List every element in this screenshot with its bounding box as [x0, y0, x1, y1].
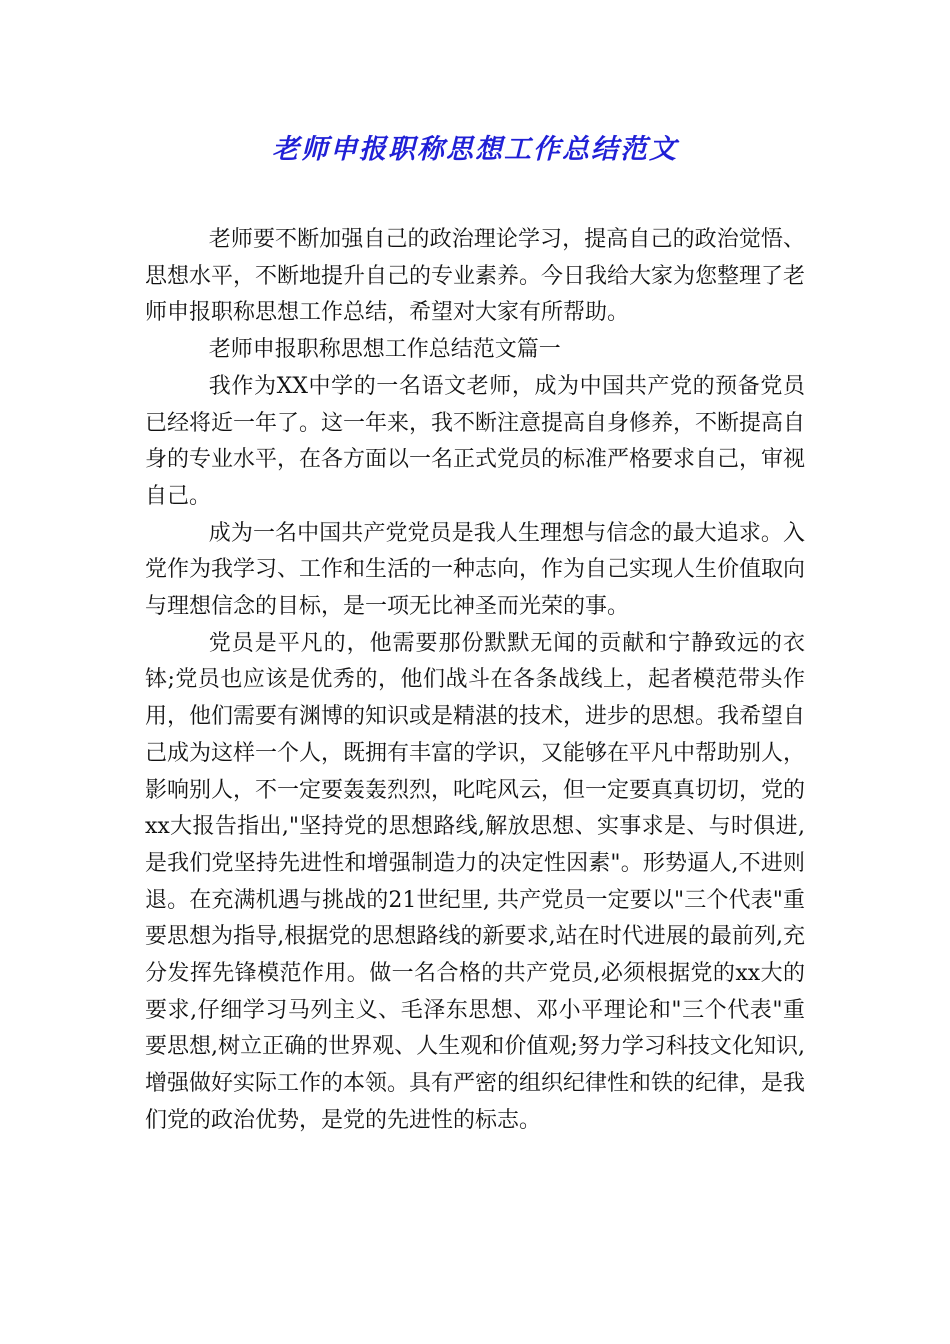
- paragraph: 成为一名中国共产党党员是我人生理想与信念的最大追求。入党作为我学习、工作和生活的一种志向，作为自己实现人生价值取向与理想信念的目标，是一项无比神圣而光荣的事。: [145, 520, 806, 620]
- section-heading: 老师申报职称思想工作总结范文篇一: [208, 337, 561, 363]
- document-title: 老师申报职称思想工作总结范文: [272, 134, 678, 165]
- paragraph-intro: 老师要不断加强自己的政治理论学习，提高自己的政治觉悟、思想水平，不断地提升自己的专业素养。今日我给大家为您整理了老师申报职称思想工作总结，希望对大家有所帮助。: [145, 227, 806, 326]
- paragraph: 我作为XX中学的一名语文老师，成为中国共产党的预备党员已经将近一年了。这一年来，我不断注意提高自身修养，不断提高自身的专业水平，在各方面以一名正式党员的标准严格要求自己，审视自己。: [145, 373, 806, 509]
- document-body: [145, 222, 805, 1140]
- paragraph: 党员是平凡的，他需要那份默默无闻的贡献和宁静致远的衣钵;党员也应该是优秀的，他们战斗在各条战线上，起者模范带头作用，他们需要有渊博的知识或是精湛的技术，进步的思想。我希望自己成为这样一个人，既拥有丰富的学识，又能够在平凡中帮助别人，影响别人，不一定要轰轰烈烈，叱咤风云，但一定要真真切切，党的xx大报告指出,"坚持党的思想路线,解放思想、实事求是、与时俱进,是我们党坚持先进性和增强制造力的决定性因素"。形势逼人,不进则退。在充满机遇与挑战的21世纪里, 共产党员一定要以"三个代表"重要思想为指导,根据党的思想路线的新要求,站在时代进展的最前列,充分发挥先锋模范作用。做一名合格的共产党员,必须根据党的xx大的要求,仔细学习马列主义、毛泽东思想、邓小平理论和"三个代表"重要思想,树立正确的世界观、人生观和价值观;努力学习科技文化知识,增强做好实际工作的本领。具有严密的组织纪律性和铁的纪律，是我们党的政治优势，是党的先进性的标志。: [145, 630, 806, 1133]
